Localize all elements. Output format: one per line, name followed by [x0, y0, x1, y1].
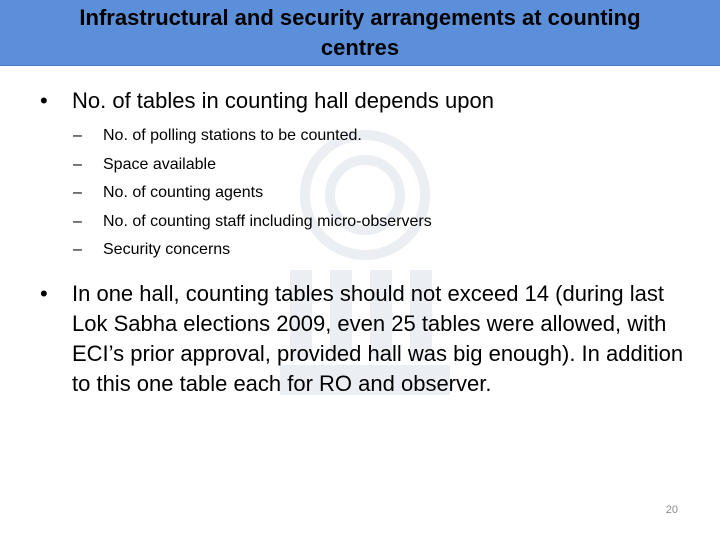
sub-item-security	[0, 236, 720, 265]
bullet-marker: •	[40, 280, 48, 306]
sub-bullet-marker: –	[73, 241, 82, 258]
bullet-text: No. of tables in counting hall depends upon	[72, 88, 494, 113]
bullet-marker: •	[40, 88, 48, 113]
sub-item-text: Security concerns	[103, 241, 231, 258]
sub-bullet-marker: –	[73, 127, 82, 144]
sub-item-text: No. of counting staff including micro-observers	[103, 212, 432, 230]
title-bar	[0, 0, 720, 66]
sub-bullet-marker: –	[73, 184, 82, 201]
bullet-table-limit	[0, 279, 720, 399]
sub-item-polling-stations	[0, 122, 720, 151]
sub-item-text: No. of counting agents	[103, 184, 264, 201]
sub-item-space	[0, 151, 720, 180]
sub-bullet-marker: –	[73, 155, 82, 173]
sub-item-counting-staff	[0, 208, 720, 237]
sub-bullet-list	[0, 122, 720, 265]
sub-item-text: No. of polling stations to be counted.	[103, 127, 362, 144]
sub-bullet-marker: –	[73, 212, 82, 230]
slide-content	[0, 86, 720, 399]
sub-item-counting-agents	[0, 179, 720, 208]
bullet-tables-depend	[0, 86, 720, 116]
sub-item-text: Space available	[103, 155, 216, 173]
slide-title: Infrastructural and security arrangements at counting centres	[79, 4, 641, 60]
page-number: 20	[665, 504, 678, 516]
bullet-text: In one hall, counting tables should not exceed 14 (during last Lok Sabha elections 2009, even 25 tables were allowed, with ECI’s prior approval, provided hall was big enough). In addition to this one table each for RO and observer.	[72, 280, 684, 396]
